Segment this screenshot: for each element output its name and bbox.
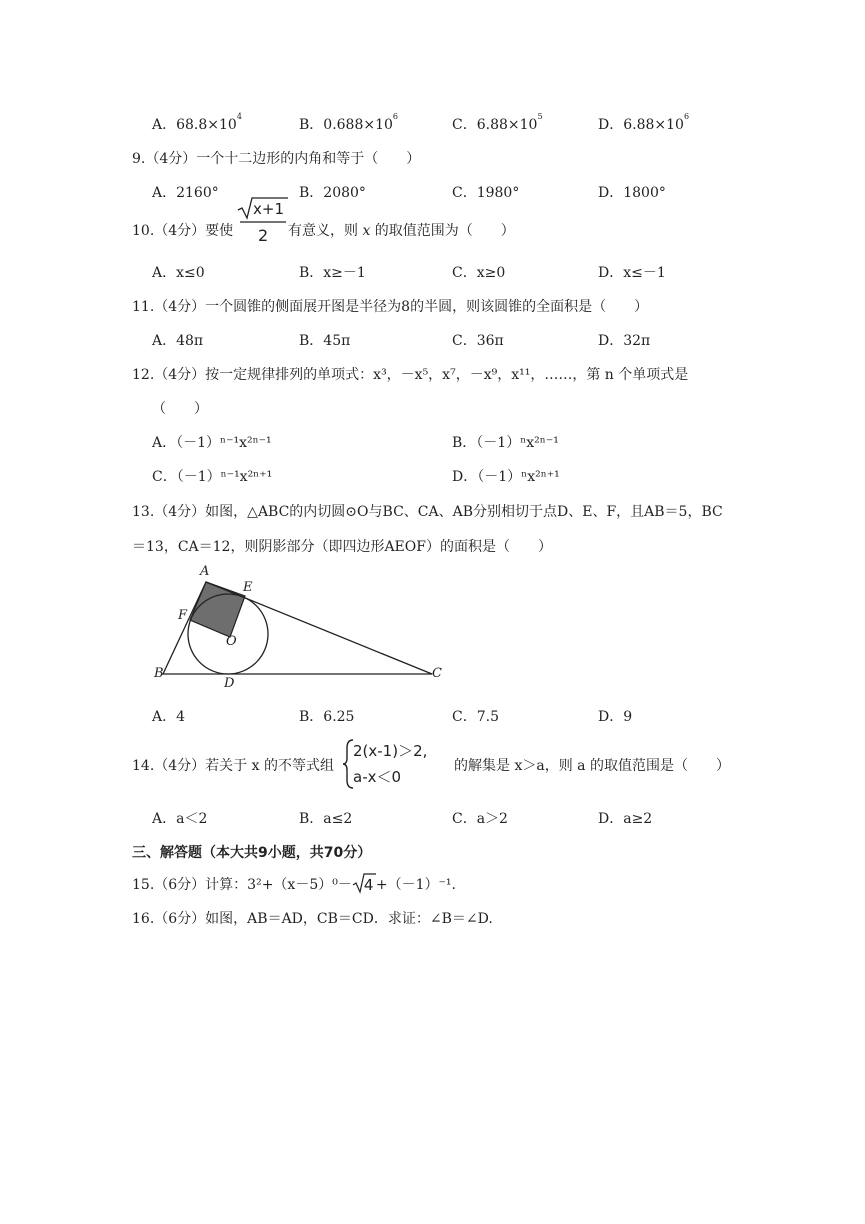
q13-option-a: A．4 bbox=[152, 709, 186, 725]
label-d: D bbox=[224, 676, 235, 691]
section-3-title: 三、解答题（本大共9小题，共70分） bbox=[132, 845, 372, 861]
q14-inequality-system bbox=[341, 738, 451, 790]
q10-option-a: A．x≤0 bbox=[152, 265, 205, 281]
sqrt-icon bbox=[352, 876, 376, 894]
label-c: C bbox=[432, 666, 442, 681]
q8-option-c: C．$6.88\times 10^5$ bbox=[452, 112, 543, 133]
q10-option-c: C．x≥0 bbox=[452, 265, 506, 281]
q9-option-b: B．2080° bbox=[299, 185, 366, 201]
q8-option-b: B．$0.688\times 10^6$ bbox=[299, 112, 399, 133]
q14-suffix: 的解集是 x＞a，则 a 的取值范围是（ ） bbox=[454, 758, 730, 774]
q11-option-a: A．48π bbox=[152, 333, 204, 349]
q13-option-b: B．6.25 bbox=[299, 709, 355, 725]
q13-option-d: D．9 bbox=[598, 709, 633, 725]
label-b: B bbox=[154, 666, 164, 681]
q10-option-d: D．x≤－1 bbox=[598, 265, 666, 281]
q14-option-d: D．a≥2 bbox=[598, 811, 653, 827]
q16-stem: 16.（6分）如图，AB＝AD，CB＝CD．求证：∠B＝∠D. bbox=[132, 911, 493, 927]
q10-option-b: B．x≥－1 bbox=[299, 265, 366, 281]
triangle-incircle-diagram bbox=[150, 562, 450, 692]
label-a: A bbox=[200, 564, 210, 579]
q14-prefix: 14.（4分）若关于 x 的不等式组 bbox=[132, 758, 334, 774]
label-f: F bbox=[178, 608, 188, 623]
q9-option-d: D．1800° bbox=[598, 185, 666, 201]
q14-option-c: C．a＞2 bbox=[452, 811, 508, 827]
q13-stem: 13.（4分）如图，△ABC的内切圆⊙O与BC、CA、AB分别相切于点D、E、F，且AB＝5，BC bbox=[132, 504, 723, 520]
q12-stem-bracket: （ ） bbox=[152, 401, 208, 417]
q11-option-c: C．36π bbox=[452, 333, 504, 349]
q15-radicand: 4 bbox=[363, 876, 374, 894]
q8-option-d: D．$6.88\times 10^6$ bbox=[598, 112, 690, 133]
q12-option-a: A．（－1）ⁿ⁻¹x²ⁿ⁻¹ bbox=[152, 435, 272, 451]
q13-stem-2: ＝13，CA＝12，则阴影部分（即四边形AEOF）的面积是（ ） bbox=[132, 539, 552, 555]
q11-option-b: B．45π bbox=[299, 333, 351, 349]
q10-fraction bbox=[236, 196, 288, 248]
q10-denominator: 2 bbox=[258, 226, 269, 245]
label-e: E bbox=[243, 580, 253, 595]
q10-prefix: 10.（4分）要使 bbox=[132, 223, 234, 239]
q11-stem: 11.（4分）一个圆锥的侧面展开图是半径为8的半圆，则该圆锥的全面积是（ ） bbox=[132, 299, 649, 315]
q10-suffix: 有意义，则 x 的取值范围为（ ） bbox=[288, 223, 515, 239]
q13-figure bbox=[150, 562, 450, 692]
shaded-quadrilateral bbox=[190, 582, 245, 637]
q14-option-b: B．a≤2 bbox=[299, 811, 353, 827]
q13-option-c: C．7.5 bbox=[452, 709, 499, 725]
q12-stem: 12.（4分）按一定规律排列的单项式：x³，－x⁵，x⁷，－x⁹，x¹¹，……，第 n 个单项式是 bbox=[132, 367, 689, 383]
q14-inequality-2: a-x＜0 bbox=[353, 768, 402, 786]
q9-option-c: C．1980° bbox=[452, 185, 520, 201]
q9-stem: 9.（4分）一个十二边形的内角和等于（ ） bbox=[132, 151, 421, 167]
q12-option-c: C．（－1）ⁿ⁻¹x²ⁿ⁺¹ bbox=[152, 469, 273, 485]
q8-option-a: A．$68.8\times 10^4$ bbox=[152, 112, 242, 133]
q14-option-a: A．a＜2 bbox=[152, 811, 208, 827]
q12-option-b: B．（－1）ⁿx²ⁿ⁻¹ bbox=[452, 435, 559, 451]
q14-inequality-1: 2(x-1)＞2, bbox=[353, 742, 428, 760]
q12-option-d: D．（－1）ⁿx²ⁿ⁺¹ bbox=[452, 469, 560, 485]
q10-radicand: x+1 bbox=[253, 200, 284, 218]
q15-stem: 15.（6分）计算：3²+（x－5）⁰－ 4 +（－1）⁻¹. bbox=[132, 876, 456, 894]
q9-option-a: A．2160° bbox=[152, 185, 219, 201]
q11-option-d: D．32π bbox=[598, 333, 651, 349]
label-o: O bbox=[226, 634, 237, 649]
